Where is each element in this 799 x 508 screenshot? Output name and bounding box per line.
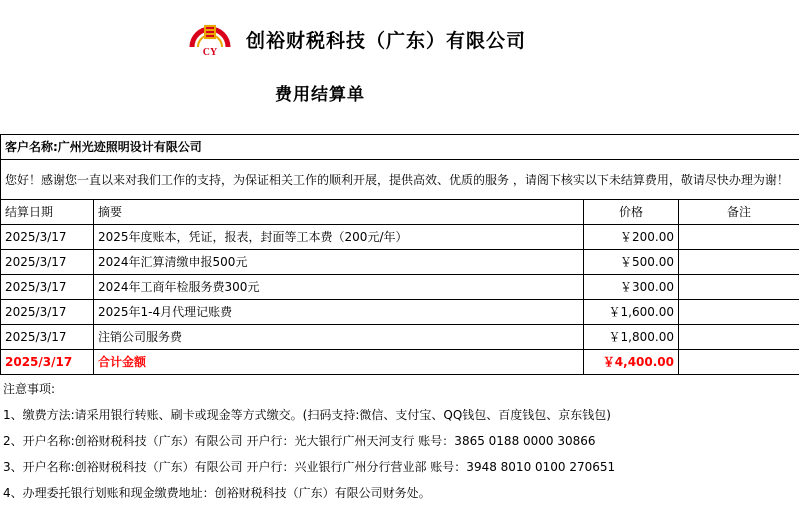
table-row (1, 275, 799, 300)
total-label: 合计金额 (94, 350, 584, 375)
total-note (679, 350, 799, 375)
table-row (1, 225, 799, 250)
note-item-payment-method: 1、缴费方法:请采用银行转账、刷卡或现金等方式缴交。(扫码支持:微信、支付宝、QQ钱包、百度钱包、京东钱包) (3, 408, 611, 422)
row-desc: 2025年度账本，凭证，报表，封面等工本费（200元/年） (94, 225, 584, 250)
row-note (679, 225, 799, 250)
row-date: 2025/3/17 (1, 300, 94, 325)
row-date: 2025/3/17 (1, 250, 94, 275)
column-header-date: 结算日期 (1, 200, 94, 225)
row-desc: 2025年1-4月代理记账费 (94, 300, 584, 325)
row-note (679, 325, 799, 350)
note-item-address: 4、办理委托银行划账和现金缴费地址：创裕财税科技（广东）有限公司财务处。 (3, 486, 431, 500)
row-price: ￥1,600.00 (584, 300, 679, 325)
row-desc: 2024年工商年检服务费300元 (94, 275, 584, 300)
notes-heading: 注意事项: (3, 382, 56, 396)
table-row (1, 300, 799, 325)
row-date: 2025/3/17 (1, 225, 94, 250)
row-desc: 2024年汇算清缴申报500元 (94, 250, 584, 275)
note-item-bank-account-1: 2、开户名称:创裕财税科技（广东）有限公司 开户行：光大银行广州天河支行 账号：3865 0188 0000 30866 (3, 434, 596, 448)
table-row (1, 325, 799, 350)
row-date: 2025/3/17 (1, 275, 94, 300)
row-price: ￥200.00 (584, 225, 679, 250)
greeting-text: 您好！感谢您一直以来对我们工作的支持，为保证相关工作的顺利开展，提供高效、优质的服务 ，请阁下核实以下未结算费用，敬请尽快办理为谢！ (1, 160, 799, 200)
document-header (0, 0, 799, 130)
company-name: 创裕财税科技（广东）有限公司 (246, 30, 527, 52)
document-title: 费用结算单 (275, 85, 365, 105)
note-item-bank-account-2: 3、开户名称:创裕财税科技（广东）有限公司 开户行：兴业银行广州分行营业部 账号：3948 8010 0100 270651 (3, 460, 616, 474)
row-price: ￥300.00 (584, 275, 679, 300)
row-price: ￥1,800.00 (584, 325, 679, 350)
column-header-price: 价格 (584, 200, 679, 225)
row-note (679, 300, 799, 325)
column-header-note: 备注 (679, 200, 799, 225)
row-desc: 注销公司服务费 (94, 325, 584, 350)
total-row (1, 350, 799, 375)
svg-text:CY: CY (202, 47, 218, 58)
table-row (1, 250, 799, 275)
column-header-desc: 摘要 (94, 200, 584, 225)
header-row (1, 200, 799, 225)
row-date: 2025/3/17 (1, 325, 94, 350)
row-price: ￥500.00 (584, 250, 679, 275)
company-logo (187, 17, 233, 61)
notes-section (0, 376, 799, 506)
total-date: 2025/3/17 (1, 350, 94, 375)
row-note (679, 275, 799, 300)
greeting-row (1, 160, 799, 200)
customer-name: 客户名称:广州光迹照明设计有限公司 (1, 135, 799, 160)
customer-row (1, 135, 799, 160)
settlement-table (0, 134, 799, 375)
total-price: ￥4,400.00 (584, 350, 679, 375)
row-note (679, 250, 799, 275)
